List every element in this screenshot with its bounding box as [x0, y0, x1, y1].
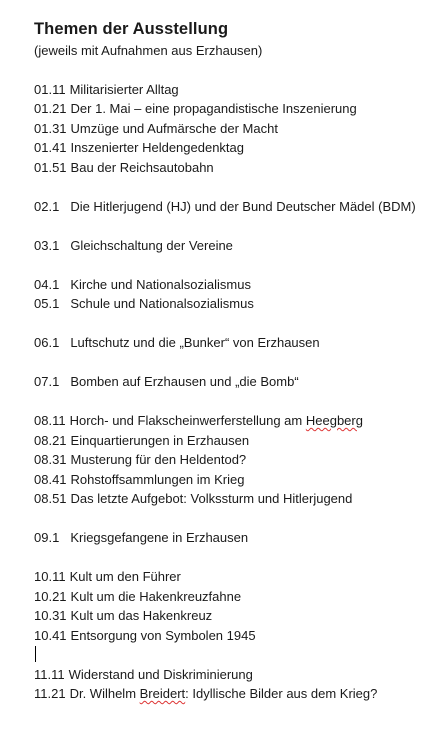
topic-text: Rohstoffsammlungen im Krieg: [70, 471, 245, 487]
topic-item: [34, 431, 439, 451]
topic-number: 11.21: [34, 686, 66, 701]
topic-item: [34, 528, 439, 548]
topic-number: 03.1: [34, 237, 60, 253]
topic-item: [34, 470, 439, 490]
spacer: [34, 60, 439, 80]
topic-number: 07.1: [34, 374, 60, 389]
topic-number: 08.51: [34, 491, 67, 506]
topic-item: [34, 450, 439, 470]
topic-section: [34, 528, 439, 548]
topic-item: [34, 275, 439, 295]
topic-section: [34, 236, 439, 256]
topic-number: 08.21: [34, 432, 67, 448]
topic-item: [34, 489, 439, 509]
topic-section: [34, 665, 439, 704]
topic-number: 08.11: [34, 413, 66, 428]
topic-section: [34, 197, 439, 217]
topic-section: [34, 411, 439, 509]
topic-number: 08.41: [34, 471, 67, 487]
text-cursor: [35, 646, 36, 662]
topic-item: [34, 158, 439, 178]
topic-text: Einquartierungen in Erzhausen: [70, 432, 250, 448]
document-subtitle: (jeweils mit Aufnahmen aus Erzhausen): [34, 43, 263, 58]
topic-text: Kult um die Hakenkreuzfahne: [70, 588, 242, 604]
topic-text: Horch- und Flakscheinwerferstellung am: [69, 413, 306, 428]
topic-item: [34, 294, 439, 314]
section-spacer: [34, 255, 439, 275]
topic-number: 01.51: [34, 159, 67, 175]
section-spacer: [34, 645, 439, 665]
topic-section: [34, 372, 439, 392]
topic-section: [34, 333, 439, 353]
topic-text: Umzüge und Aufmärsche der Macht: [70, 120, 278, 136]
section-spacer: [34, 353, 439, 373]
topic-item: [34, 567, 439, 587]
spellcheck-word: Breidert: [139, 686, 186, 701]
topic-number: 09.1: [34, 530, 60, 545]
topic-text: Der 1. Mai – eine propagandistische Inszenierung: [70, 101, 357, 116]
topic-text: Dr. Wilhelm: [69, 686, 140, 701]
topic-number: 10.21: [34, 588, 67, 604]
topic-item: [34, 372, 439, 392]
topic-text: Musterung für den Heldentod?: [70, 452, 247, 467]
topic-text: Kirche und Nationalsozialismus: [70, 276, 251, 292]
topic-text: Die Hitlerjugend (HJ) und der Bund Deutscher Mädel (BDM): [70, 198, 416, 214]
spellcheck-word: Heegberg: [305, 413, 363, 428]
topic-item: [34, 665, 439, 685]
topic-item: [34, 411, 439, 431]
topic-section: [34, 80, 439, 178]
topic-item: [34, 80, 439, 100]
topic-number: 11.11: [34, 666, 65, 682]
topic-item: [34, 684, 439, 704]
section-spacer: [34, 509, 439, 529]
section-spacer: [34, 314, 439, 334]
topic-text: Luftschutz und die „Bunker“ von Erzhausen: [70, 335, 320, 350]
topic-number: 01.11: [34, 81, 66, 97]
section-spacer: [34, 392, 439, 412]
topic-number: 08.31: [34, 452, 67, 467]
topic-text: Widerstand und Diskriminierung: [68, 666, 253, 682]
topic-text: Das letzte Aufgebot: Volkssturm und Hitlerjugend: [70, 491, 353, 506]
topic-text: Entsorgung von Symbolen 1945: [70, 627, 256, 643]
topic-section: [34, 275, 439, 314]
topic-number: 10.31: [34, 608, 67, 623]
topic-section: [34, 567, 439, 645]
topic-number: 10.11: [34, 569, 66, 584]
topic-text: Inszenierter Heldengedenktag: [70, 140, 244, 155]
topic-item: [34, 626, 439, 646]
topic-text: Bomben auf Erzhausen und „die Bomb“: [70, 374, 299, 389]
topic-text: Kult um das Hakenkreuz: [70, 608, 213, 623]
topic-item: [34, 333, 439, 353]
topic-text: Gleichschaltung der Vereine: [70, 237, 233, 253]
topic-item: [34, 197, 439, 217]
topic-number: 01.31: [34, 120, 67, 136]
section-spacer: [34, 216, 439, 236]
topic-number: 04.1: [34, 276, 60, 292]
topic-text: Bau der Reichsautobahn: [70, 159, 214, 175]
topic-text: Kriegsgefangene in Erzhausen: [70, 530, 249, 545]
topic-number: 01.21: [34, 101, 67, 116]
topic-number: 05.1: [34, 296, 60, 311]
document-page: [34, 18, 439, 704]
section-spacer: [34, 548, 439, 568]
document-title: Themen der Ausstellung: [34, 20, 229, 38]
topic-item: [34, 119, 439, 139]
topic-item: [34, 138, 439, 158]
topic-text: Militarisierter Alltag: [69, 81, 179, 97]
section-spacer: [34, 177, 439, 197]
topic-number: 10.41: [34, 627, 67, 643]
topic-item: [34, 236, 439, 256]
topic-item: [34, 587, 439, 607]
topic-text-suffix: : Idyllische Bilder aus dem Krieg?: [185, 686, 378, 701]
topic-item: [34, 606, 439, 626]
topic-number: 02.1: [34, 198, 60, 214]
topic-number: 06.1: [34, 335, 60, 350]
topic-item: [34, 99, 439, 119]
topic-list: [34, 80, 439, 704]
topic-text: Kult um den Führer: [69, 569, 181, 584]
topic-text: Schule und Nationalsozialismus: [70, 296, 254, 311]
topic-number: 01.41: [34, 140, 67, 155]
